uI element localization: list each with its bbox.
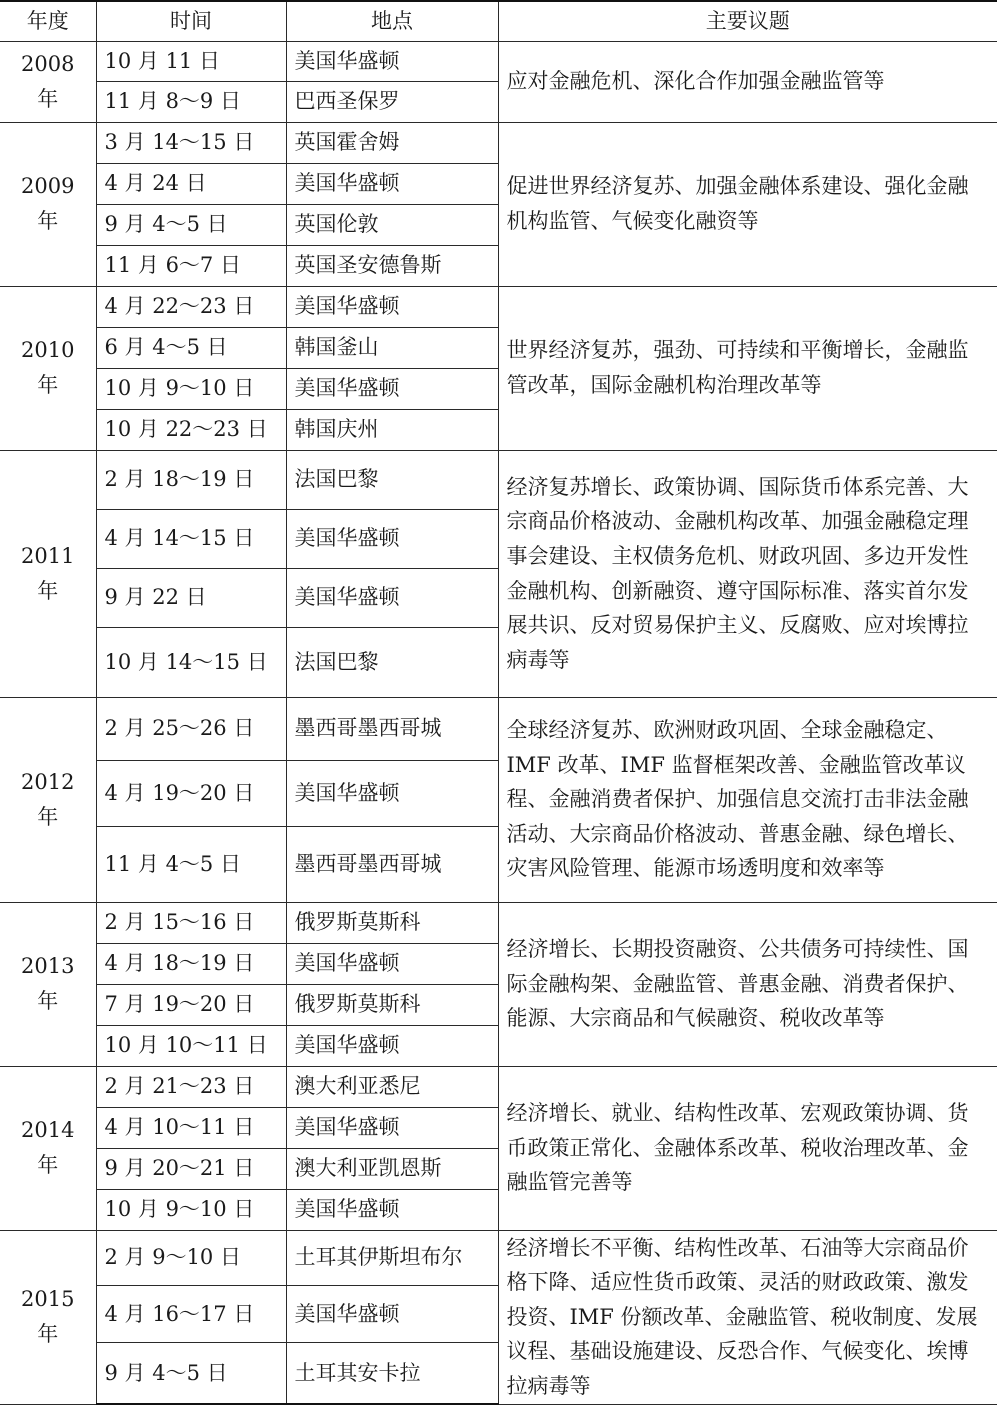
time-cell: 4 月 18～19 日 <box>96 943 286 984</box>
year-cell: 2014 年 <box>0 1066 96 1230</box>
place-cell: 俄罗斯莫斯科 <box>286 902 498 943</box>
header-year: 年度 <box>0 1 96 41</box>
header-time: 时间 <box>96 1 286 41</box>
topic-cell: 全球经济复苏、欧洲财政巩固、全球金融稳定、IMF 改革、IMF 监督框架改善、金融监管改革议程、金融消费者保护、加强信息交流打击非法金融活动、大宗商品价格波动、普惠金融、绿色增长、灾害风险管理、能源市场透明度和效率等 <box>498 697 997 902</box>
table-row <box>0 697 997 760</box>
place-cell: 美国华盛顿 <box>286 760 498 826</box>
header-row <box>0 1 997 41</box>
place-cell: 英国霍舍姆 <box>286 122 498 163</box>
place-cell: 美国华盛顿 <box>286 1107 498 1148</box>
place-cell: 土耳其安卡拉 <box>286 1343 498 1404</box>
time-cell: 2 月 9～10 日 <box>96 1230 286 1285</box>
year-cell: 2009 年 <box>0 122 96 286</box>
table-row <box>0 122 997 163</box>
time-cell: 4 月 14～15 日 <box>96 509 286 568</box>
place-cell: 英国圣安德鲁斯 <box>286 245 498 286</box>
table-row <box>0 1230 997 1285</box>
topic-cell: 经济增长、长期投资融资、公共债务可持续性、国际金融构架、金融监管、普惠金融、消费者保护、能源、大宗商品和气候融资、税收改革等 <box>498 902 997 1066</box>
time-cell: 2 月 21～23 日 <box>96 1066 286 1107</box>
place-cell: 美国华盛顿 <box>286 1189 498 1230</box>
table-row <box>0 41 997 81</box>
time-cell: 11 月 8～9 日 <box>96 81 286 122</box>
table-row <box>0 450 997 509</box>
time-cell: 7 月 19～20 日 <box>96 984 286 1025</box>
place-cell: 美国华盛顿 <box>286 1025 498 1066</box>
place-cell: 美国华盛顿 <box>286 568 498 627</box>
place-cell: 美国华盛顿 <box>286 286 498 327</box>
topic-cell: 应对金融危机、深化合作加强金融监管等 <box>498 41 997 122</box>
time-cell: 11 月 4～5 日 <box>96 826 286 902</box>
time-cell: 10 月 14～15 日 <box>96 627 286 697</box>
time-cell: 4 月 24 日 <box>96 163 286 204</box>
header-topic: 主要议题 <box>498 1 997 41</box>
topic-cell: 世界经济复苏，强劲、可持续和平衡增长，金融监管改革，国际金融机构治理改革等 <box>498 286 997 450</box>
time-cell: 11 月 6～7 日 <box>96 245 286 286</box>
time-cell: 2 月 15～16 日 <box>96 902 286 943</box>
time-cell: 9 月 4～5 日 <box>96 1343 286 1404</box>
year-cell: 2008 年 <box>0 41 96 122</box>
place-cell: 美国华盛顿 <box>286 509 498 568</box>
time-cell: 4 月 16～17 日 <box>96 1285 286 1343</box>
time-cell: 4 月 19～20 日 <box>96 760 286 826</box>
time-cell: 2 月 18～19 日 <box>96 450 286 509</box>
topic-cell: 经济增长不平衡、结构性改革、石油等大宗商品价格下降、适应性货币政策、灵活的财政政策、激发投资、IMF 份额改革、金融监管、税收制度、发展议程、基础设施建设、反恐合作、气候变化、埃博拉病毒等 <box>498 1230 997 1404</box>
place-cell: 美国华盛顿 <box>286 1285 498 1343</box>
time-cell: 10 月 22～23 日 <box>96 409 286 450</box>
year-cell: 2010 年 <box>0 286 96 450</box>
place-cell: 美国华盛顿 <box>286 368 498 409</box>
topic-cell: 经济增长、就业、结构性改革、宏观政策协调、货币政策正常化、金融体系改革、税收治理改革、金融监管完善等 <box>498 1066 997 1230</box>
header-place: 地点 <box>286 1 498 41</box>
time-cell: 10 月 11 日 <box>96 41 286 81</box>
place-cell: 韩国釜山 <box>286 327 498 368</box>
year-cell: 2012 年 <box>0 697 96 902</box>
time-cell: 9 月 4～5 日 <box>96 204 286 245</box>
time-cell: 6 月 4～5 日 <box>96 327 286 368</box>
time-cell: 9 月 22 日 <box>96 568 286 627</box>
year-cell: 2013 年 <box>0 902 96 1066</box>
place-cell: 墨西哥墨西哥城 <box>286 697 498 760</box>
place-cell: 英国伦敦 <box>286 204 498 245</box>
place-cell: 澳大利亚凯恩斯 <box>286 1148 498 1189</box>
time-cell: 10 月 9～10 日 <box>96 1189 286 1230</box>
topic-cell: 经济复苏增长、政策协调、国际货币体系完善、大宗商品价格波动、金融机构改革、加强金融稳定理事会建设、主权债务危机、财政巩固、多边开发性金融机构、创新融资、遵守国际标准、落实首尔发展共识、反对贸易保护主义、反腐败、应对埃博拉病毒等 <box>498 450 997 697</box>
time-cell: 10 月 10～11 日 <box>96 1025 286 1066</box>
place-cell: 法国巴黎 <box>286 450 498 509</box>
place-cell: 土耳其伊斯坦布尔 <box>286 1230 498 1285</box>
place-cell: 澳大利亚悉尼 <box>286 1066 498 1107</box>
time-cell: 2 月 25～26 日 <box>96 697 286 760</box>
table-row <box>0 1066 997 1107</box>
place-cell: 美国华盛顿 <box>286 163 498 204</box>
time-cell: 4 月 10～11 日 <box>96 1107 286 1148</box>
time-cell: 3 月 14～15 日 <box>96 122 286 163</box>
place-cell: 法国巴黎 <box>286 627 498 697</box>
time-cell: 9 月 20～21 日 <box>96 1148 286 1189</box>
year-cell: 2015 年 <box>0 1230 96 1404</box>
time-cell: 10 月 9～10 日 <box>96 368 286 409</box>
place-cell: 韩国庆州 <box>286 409 498 450</box>
topic-cell: 促进世界经济复苏、加强金融体系建设、强化金融机构监管、气候变化融资等 <box>498 122 997 286</box>
place-cell: 俄罗斯莫斯科 <box>286 984 498 1025</box>
place-cell: 美国华盛顿 <box>286 41 498 81</box>
place-cell: 墨西哥墨西哥城 <box>286 826 498 902</box>
table-row <box>0 286 997 327</box>
year-cell: 2011 年 <box>0 450 96 697</box>
table-row <box>0 902 997 943</box>
place-cell: 美国华盛顿 <box>286 943 498 984</box>
place-cell: 巴西圣保罗 <box>286 81 498 122</box>
time-cell: 4 月 22～23 日 <box>96 286 286 327</box>
